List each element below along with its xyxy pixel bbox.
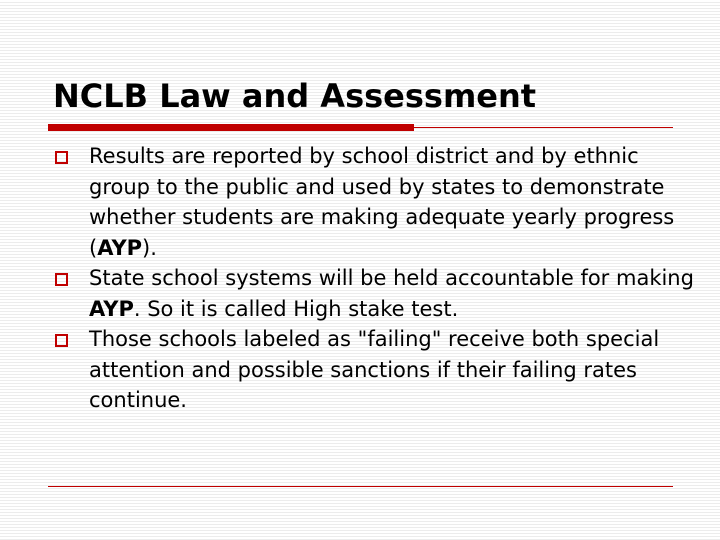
bullet-list xyxy=(55,141,695,416)
hollow-square-bullet-icon xyxy=(55,151,68,164)
slide-title: NCLB Law and Assessment xyxy=(53,77,537,115)
bullet-text xyxy=(89,144,674,260)
bullet-text-segment: Those schools labeled as "failing" receive both special attention and possible sanctions if their failing rates continue. xyxy=(89,327,660,412)
bullet-text-segment: ). xyxy=(142,235,157,260)
bullet-text-bold: AYP xyxy=(97,235,143,260)
hollow-square-bullet-icon xyxy=(55,334,68,347)
bullet-item-accountability xyxy=(55,263,695,324)
hollow-square-bullet-icon xyxy=(55,273,68,286)
bullet-text-segment: . So it is called High stake test. xyxy=(133,296,459,321)
bullet-text-segment: State school systems will be held accountable for making xyxy=(89,266,694,290)
bullet-text xyxy=(89,266,694,321)
bullet-text xyxy=(89,327,659,412)
footer-rule xyxy=(48,486,673,487)
bullet-text-segment: Results are reported by school district and by ethnic group to the public and used by states to demonstrate whether students are making adequate yearly progress ( xyxy=(89,144,675,260)
bullet-item-failing-schools xyxy=(55,324,695,416)
title-accent-bar xyxy=(48,124,414,131)
bullet-item-results xyxy=(55,141,695,263)
bullet-text-bold: AYP xyxy=(89,296,134,321)
